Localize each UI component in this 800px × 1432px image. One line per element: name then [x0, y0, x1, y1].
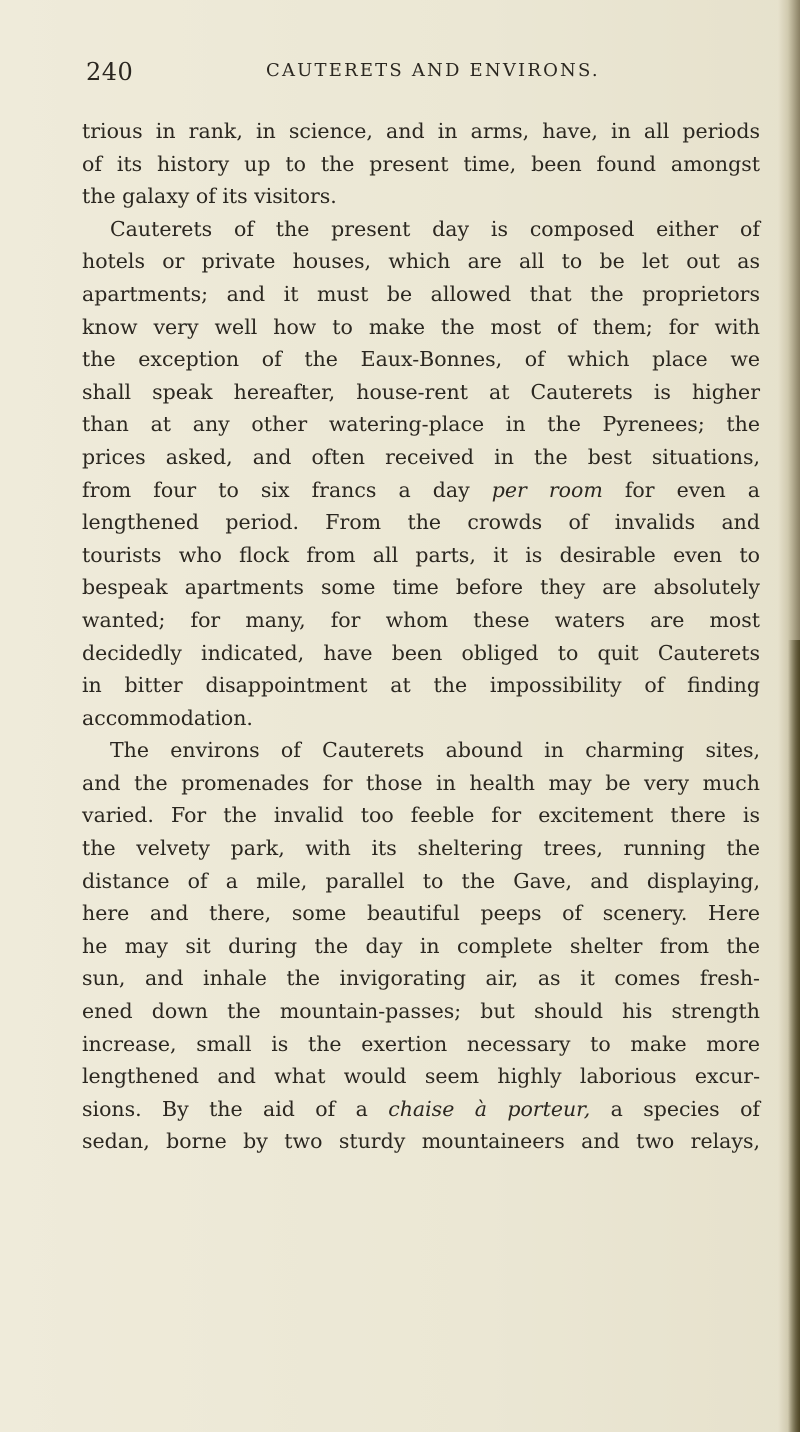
text-line: the galaxy of its visitors. [82, 184, 337, 209]
text-line: lengthened and what would seem highly laborious excur- [82, 1064, 760, 1089]
text-line: and the promenades for those in health may be very much [82, 770, 760, 795]
text-line: than at any other watering-place in the Pyrenees; the [82, 412, 760, 437]
text-line: know very well how to make the most of them; for with [82, 314, 760, 339]
text-line: accommodation. [82, 705, 253, 730]
text-line: shall speak hereafter, house-rent at Cauterets is higher [82, 379, 760, 404]
text-line: in bitter disappointment at the impossibility of finding [82, 673, 760, 698]
page-header [86, 58, 766, 92]
text-line: The environs of Cauterets abound in charming sites, [110, 738, 760, 763]
page-number: 240 [86, 58, 134, 86]
page-edge-dark [788, 640, 800, 1432]
text-line: hotels or private houses, which are all to be let out as [82, 249, 760, 274]
text-line: lengthened period. From the crowds of invalids and [82, 510, 760, 535]
text-line: sedan, borne by two sturdy mountaineers and two relays, [82, 1129, 760, 1154]
text-line: varied. For the invalid too feeble for excitement there is [82, 803, 760, 828]
body-text [82, 115, 760, 1158]
text-line: decidedly indicated, have been obliged to quit Cauterets [82, 640, 760, 665]
text-line: increase, small is the exertion necessary to make more [82, 1031, 760, 1056]
text-line: bespeak apartments some time before they are absolutely [82, 575, 760, 600]
text-line: wanted; for many, for whom these waters are most [82, 607, 760, 632]
text-line: sun, and inhale the invigorating air, as it comes fresh- [82, 966, 760, 991]
text-line: apartments; and it must be allowed that the proprietors [82, 281, 760, 306]
text-line: ened down the mountain-passes; but should his strength [82, 999, 760, 1024]
text-line: of its history up to the present time, been found amongst [82, 151, 760, 176]
text-line: tourists who flock from all parts, it is desirable even to [82, 542, 760, 567]
text-line: he may sit during the day in complete shelter from the [82, 933, 760, 958]
text-line: prices asked, and often received in the best situations, [82, 444, 760, 469]
text-line: sions. By the aid of a chaise à porteur, a species of [82, 1096, 760, 1121]
running-head: CAUTERETS AND ENVIRONS. [266, 60, 600, 81]
text-line: from four to six francs a day per room for even a [82, 477, 760, 502]
text-line: the velvety park, with its sheltering trees, running the [82, 836, 760, 861]
text-line: distance of a mile, parallel to the Gave, and displaying, [82, 868, 760, 893]
text-line: the exception of the Eaux-Bonnes, of which place we [82, 347, 760, 372]
text-line: Cauterets of the present day is composed either of [110, 216, 760, 241]
text-line: trious in rank, in science, and in arms, have, in all periods [82, 119, 760, 143]
text-line: here and there, some beautiful peeps of scenery. Here [82, 901, 760, 926]
